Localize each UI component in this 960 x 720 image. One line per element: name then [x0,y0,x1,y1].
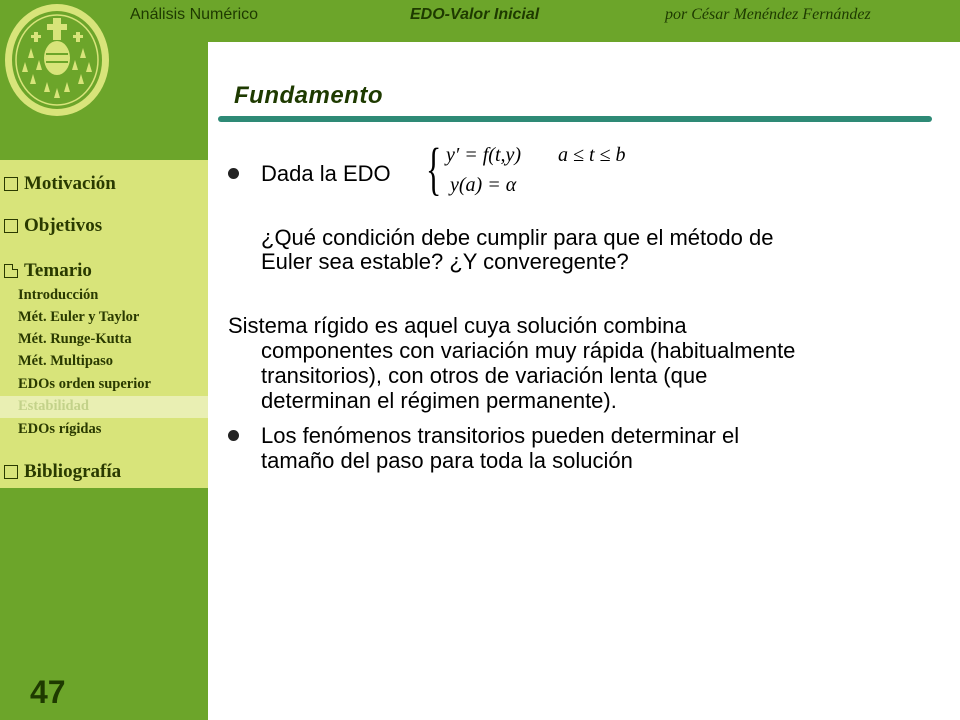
paragraph-text: Sistema rígido es aquel cuya solución combina [228,313,687,338]
paragraph-text: componentes con variación muy rápida (habitualmente [261,338,796,363]
course-title: Análisis Numérico [130,6,259,23]
topic-title: EDO-Valor Inicial [410,6,540,23]
checkbox-icon [4,465,18,479]
menu-item-motivacion[interactable] [4,173,116,195]
submenu-item-estabilidad[interactable]: Estabilidad [18,398,89,414]
ode-equation [426,136,686,208]
question-text: Euler sea estable? ¿Y converegente? [261,249,629,274]
author-credit: por César Menéndez Fernández [665,6,871,23]
submenu-item-orden-superior[interactable]: EDOs orden superior [18,376,151,392]
menu-item-bibliografia[interactable] [4,461,121,483]
checkbox-icon [4,177,18,191]
submenu-item-introduccion[interactable]: Introducción [18,287,99,303]
menu-item-objetivos[interactable] [4,215,102,237]
bullet-icon [228,168,239,179]
bullet-icon [228,430,239,441]
checkbox-icon [4,219,18,233]
menu-item-label: Motivación [24,173,116,194]
paragraph-text: determinan el régimen permanente). [261,388,617,413]
equation-line: y′ = f(t,y) [446,144,522,166]
menu-item-label: Bibliografía [24,461,122,482]
menu-item-temario[interactable] [4,260,92,282]
equation-condition: a ≤ t ≤ b [558,144,626,166]
open-folder-icon [4,264,18,278]
paragraph-text: transitorios), con otros de variación lenta (que [261,363,708,388]
submenu-item-rigidas[interactable]: EDOs rígidas [18,421,102,437]
university-logo [2,0,112,120]
equation-initial-condition: y(a) = α [450,174,517,196]
bullet-text: tamaño del paso para toda la solución [261,448,633,473]
menu-item-label: Objetivos [24,215,103,236]
submenu-item-runge-kutta[interactable]: Mét. Runge-Kutta [18,331,132,347]
bullet-text: Dada la EDO [261,161,391,186]
title-underline [218,116,932,122]
submenu-item-euler-taylor[interactable]: Mét. Euler y Taylor [18,309,140,325]
submenu-item-multipaso[interactable]: Mét. Multipaso [18,353,114,369]
slide-title: Fundamento [234,82,383,109]
menu-item-label: Temario [24,260,92,281]
question-text: ¿Qué condición debe cumplir para que el método de [261,225,774,250]
bullet-text: Los fenómenos transitorios pueden determinar el [261,423,740,448]
page-number: 47 [30,674,66,710]
brace-glyph: { [426,136,442,201]
